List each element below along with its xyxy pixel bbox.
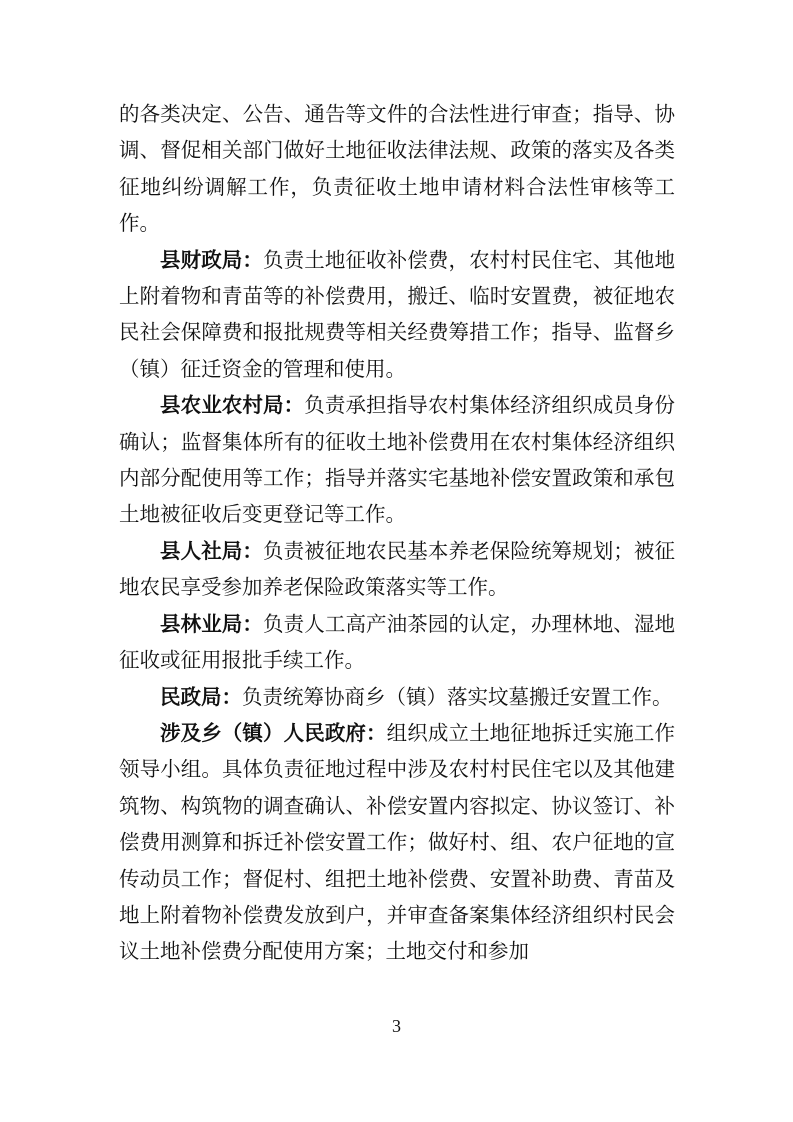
paragraph-text: 负责土地征收补偿费，农村村民住宅、其他地上附着物和青苗等的补偿费用，搬迁、临时安置费，被征地农民社会保障费和报批规费等相关经费筹措工作；指导、监督乡（镇）征迁资金的管理和使用。 [119, 247, 676, 381]
paragraph-text: 负责承担指导农村集体经济组织成员身份确认；监督集体所有的征收土地补偿费用在农村集体经济组织内部分配使用等工作；指导并落实宅基地补偿安置政策和承包土地被征收后变更登记等工作。 [119, 393, 676, 527]
page-number: 3 [392, 1016, 401, 1036]
department-label: 民政局： [160, 684, 242, 709]
department-label: 县农业农村局： [160, 393, 305, 418]
department-label: 县林业局： [160, 611, 264, 636]
paragraph-text: 负责人工高产油茶园的认定，办理林地、湿地征收或征用报批手续工作。 [119, 611, 676, 673]
paragraph-text: 的各类决定、公告、通告等文件的合法性进行审查；指导、协调、督促相关部门做好土地征收法律法规、政策的落实及各类征地纠纷调解工作，负责征收土地申请材料合法性审核等工作。 [119, 102, 675, 236]
paragraph-continuation [119, 96, 675, 242]
paragraph-social-security-bureau [119, 533, 675, 606]
paragraph-text: 负责统筹协商乡（镇）落实坟墓搬迁安置工作。 [242, 684, 673, 709]
paragraph-civil-affairs-bureau [119, 679, 675, 715]
department-label: 县人社局： [160, 538, 264, 563]
paragraph-finance-bureau [119, 242, 675, 388]
paragraph-forestry-bureau [119, 606, 675, 679]
body-text [119, 96, 675, 970]
department-label: 县财政局： [160, 247, 264, 272]
paragraph-agriculture-bureau [119, 387, 675, 533]
department-label: 涉及乡（镇）人民政府： [160, 720, 387, 745]
paragraph-text: 组织成立土地征地拆迁实施工作领导小组。具体负责征地过程中涉及农村村民住宅以及其他建筑物、构筑物的调查确认、补偿安置内容拟定、协议签订、补偿费用测算和拆迁补偿安置工作；做好村、组、农户征地的宣传动员工作；督促村、组把土地补偿费、安置补助费、青苗及地上附着物补偿费发放到户，并审查备案集体经济组织村民会议土地补偿费分配使用方案；土地交付和参加 [119, 720, 676, 964]
paragraph-text: 负责被征地农民基本养老保险统筹规划；被征地农民享受参加养老保险政策落实等工作。 [119, 538, 676, 600]
paragraph-township-government [119, 715, 675, 970]
